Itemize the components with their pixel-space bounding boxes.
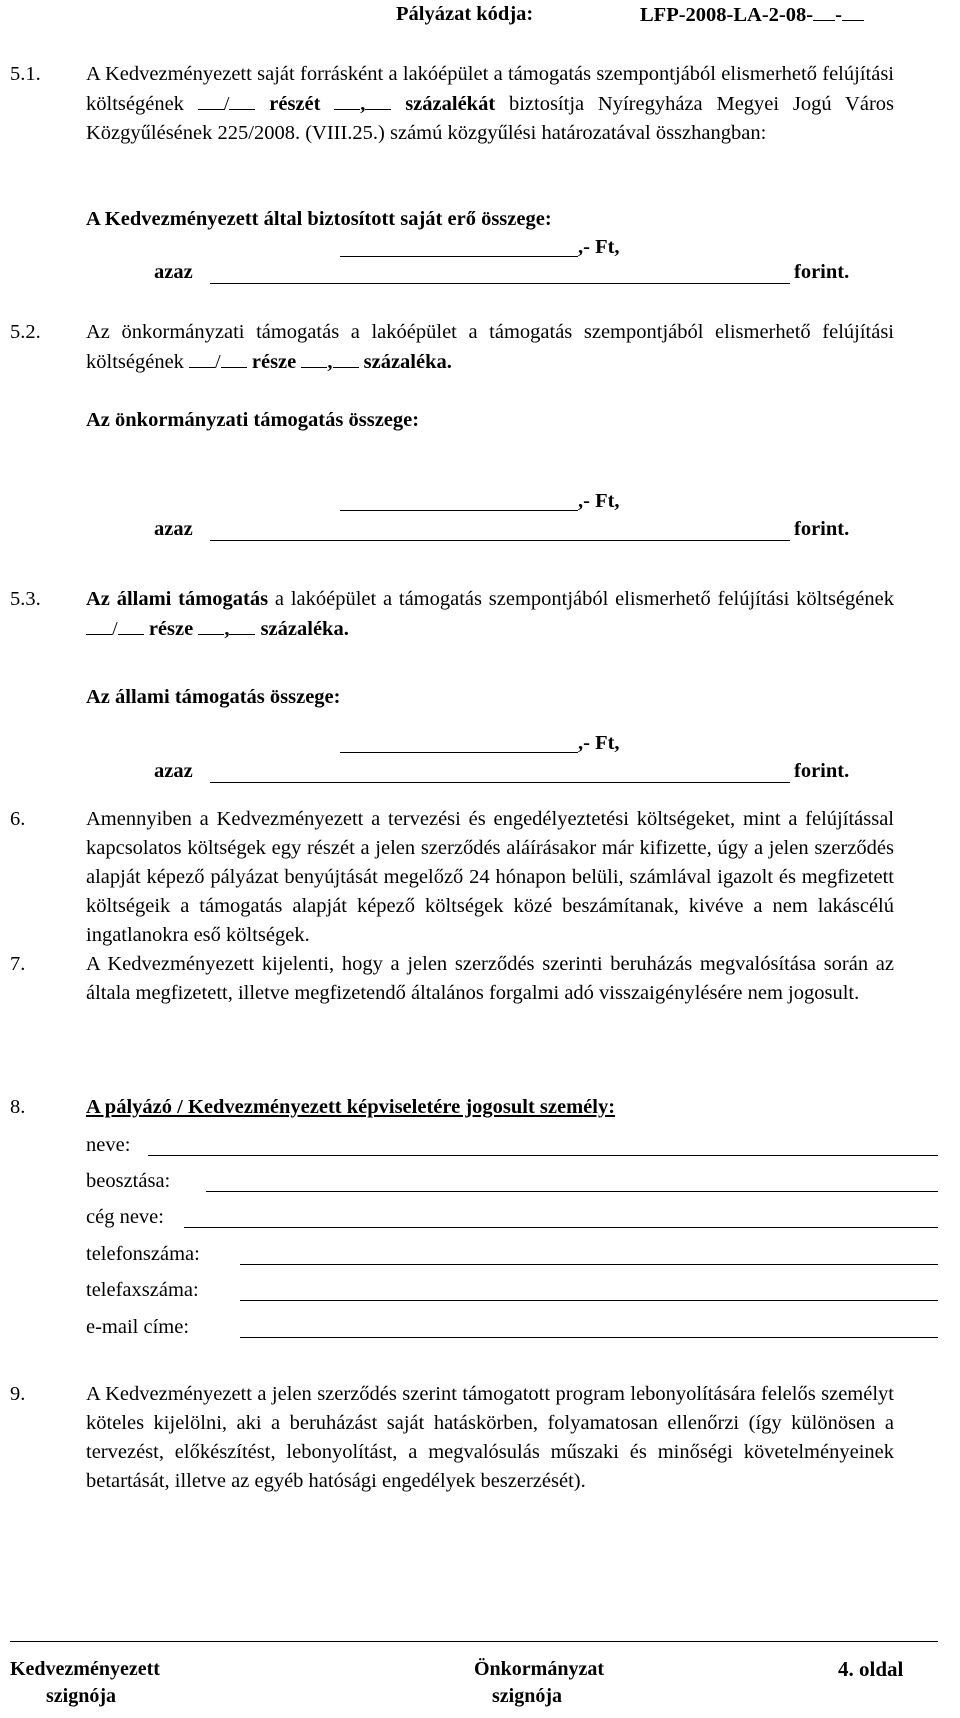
s52-azaz: azaz	[154, 518, 193, 540]
page-number: 4. oldal	[838, 1657, 904, 1681]
header-code-blank-2	[842, 0, 864, 21]
s51-words-line	[210, 283, 790, 284]
s53-azaz: azaz	[154, 760, 193, 782]
s51-slash: /	[223, 93, 230, 115]
s51-blank-2	[229, 89, 255, 110]
s53-comma: ,	[224, 618, 230, 640]
s51-forint: forint.	[794, 261, 850, 283]
section-6-text: Amennyiben a Kedvezményezett a tervezési és engedélyeztetési költségeket, mint a felújítással kapcsolatos költségek egy részét a jelen szerződés aláírásakor már kifizette, úgy a jelen szerződés alapját képező pályázat benyújtását megelőző 24 hónapon belüli, számlával igazolt és megfizetett költségeik a támogatás alapját képező költségek közé beszámítanak, kivéve a nem lakáscélú ingatlanokra eső költségek.	[86, 808, 894, 946]
s51-azaz: azaz	[154, 261, 193, 283]
section-5-2-number: 5.2.	[10, 321, 41, 343]
s52-blank-3	[301, 347, 327, 368]
s8-field-fax-label: telefaxszáma:	[86, 1279, 199, 1301]
s52-slash: /	[215, 351, 221, 373]
footer-divider	[10, 1641, 938, 1642]
s53-total-label: Az állami támogatás összege:	[86, 686, 341, 708]
s53-text-1: a lakóépület a támogatás szempontjából elismerhető felújítási költségének	[274, 588, 895, 610]
s53-szazaleka: százaléka.	[260, 618, 349, 640]
s52-ft: ,- Ft,	[578, 490, 620, 512]
s8-field-phone-label: telefonszáma:	[86, 1243, 200, 1265]
footer-municipality-signature	[474, 1656, 604, 1710]
section-9-number: 9.	[10, 1383, 26, 1405]
section-5-3-number: 5.3.	[10, 588, 41, 610]
s53-resze: része	[148, 618, 194, 640]
s8-field-phone-line[interactable]	[240, 1264, 938, 1265]
s53-amount-line	[340, 752, 578, 753]
section-5-1-number: 5.1.	[10, 63, 41, 85]
s52-forint: forint.	[794, 518, 850, 540]
s51-blank-4	[365, 89, 391, 110]
footer-mid-2: szignója	[492, 1685, 562, 1707]
s52-comma: ,	[327, 351, 333, 373]
s51-szazalekat: százalékát	[405, 93, 496, 115]
header-code-prefix: LFP-2008-LA-2-08-	[640, 4, 814, 26]
section-5-3-text	[86, 585, 894, 644]
s8-field-fax-line[interactable]	[240, 1300, 938, 1301]
s52-blank-4	[333, 347, 359, 368]
section-8-number: 8.	[10, 1096, 26, 1118]
header-code	[640, 0, 864, 30]
s53-blank-2	[118, 614, 144, 635]
s52-words-line	[210, 540, 790, 541]
s53-blank-4	[229, 614, 255, 635]
s8-field-email-label: e-mail címe:	[86, 1316, 190, 1338]
s53-slash: /	[112, 618, 118, 640]
s52-resze: része	[251, 351, 297, 373]
s51-text-1: A Kedvezményezett saját forrásként a lakóépület a támogatás szempontjából elismerhető felújítási költségének	[86, 63, 894, 115]
footer-beneficiary-signature	[10, 1656, 160, 1710]
s53-blank-1	[86, 614, 112, 635]
header-code-sep: -	[835, 4, 842, 26]
s51-blank-1	[198, 89, 224, 110]
s51-reszet: részét	[269, 93, 321, 115]
section-5-1-text	[86, 60, 894, 148]
s53-words-line	[210, 782, 790, 783]
section-9-text: A Kedvezményezett a jelen szerződés szerint támogatott program lebonyolítására felelős személyt köteles kijelölni, aki a beruházást saját hatáskörben, folyamatosan ellenőrzi (így különösen a tervezést, előkészítést, lebonyolítást, a megvalósulás műszaki és minőségi követelményeinek betartását, illetve az egyéb hatósági engedélyek beszerzését).	[86, 1383, 894, 1492]
section-7-number: 7.	[10, 953, 26, 975]
section-5-2-text	[86, 318, 894, 377]
s53-ft: ,- Ft,	[578, 732, 620, 754]
s52-total-label: Az önkormányzati támogatás összege:	[86, 409, 420, 431]
s52-amount-line	[340, 510, 578, 511]
s51-blank-3	[334, 89, 360, 110]
s51-total-label: A Kedvezményezett által biztosított saját erő összege:	[86, 208, 552, 230]
s8-field-position-label: beosztása:	[86, 1170, 171, 1192]
s52-text-1: Az önkormányzati támogatás a lakóépület a támogatás szempontjából elismerhető felújítási költségének	[86, 321, 894, 373]
section-6-number: 6.	[10, 808, 26, 830]
footer-left-2: szignója	[46, 1685, 116, 1707]
s51-amount-line	[340, 256, 578, 257]
s52-blank-2	[221, 347, 247, 368]
s8-field-position-line[interactable]	[206, 1191, 938, 1192]
footer-mid-1: Önkormányzat	[474, 1658, 604, 1680]
s51-comma: ,	[360, 93, 366, 115]
s8-title: A pályázó / Kedvezményezett képviseletére jogosult személy:	[86, 1096, 616, 1118]
header-label: Pályázat kódja:	[396, 3, 534, 25]
s53-bold-lead: Az állami támogatás	[86, 588, 269, 610]
s51-text-2: biztosítja Nyíregyháza Megyei Jogú Város Közgyűlésének 225/2008. (VIII.25.) számú közgyűlési határozatával összhangban:	[86, 93, 895, 144]
footer-left-1: Kedvezményezett	[10, 1658, 160, 1680]
s52-szazaleka: százaléka.	[363, 351, 452, 373]
s8-field-name-line[interactable]	[148, 1155, 938, 1156]
s8-field-email-line[interactable]	[240, 1337, 938, 1338]
section-7-text: A Kedvezményezett kijelenti, hogy a jelen szerződés szerinti beruházás megvalósítása során az általa megfizetett, illetve megfizetendő általános forgalmi adó visszaigénylésére nem jogosult.	[86, 953, 894, 1004]
s53-forint: forint.	[794, 760, 850, 782]
header-code-blank-1	[813, 0, 835, 21]
s52-blank-1	[189, 347, 215, 368]
s8-field-name-label: neve:	[86, 1134, 131, 1156]
s51-ft: ,- Ft,	[578, 236, 620, 258]
s53-blank-3	[198, 614, 224, 635]
s8-field-company-line[interactable]	[184, 1227, 938, 1228]
s8-field-company-label: cég neve:	[86, 1206, 164, 1228]
